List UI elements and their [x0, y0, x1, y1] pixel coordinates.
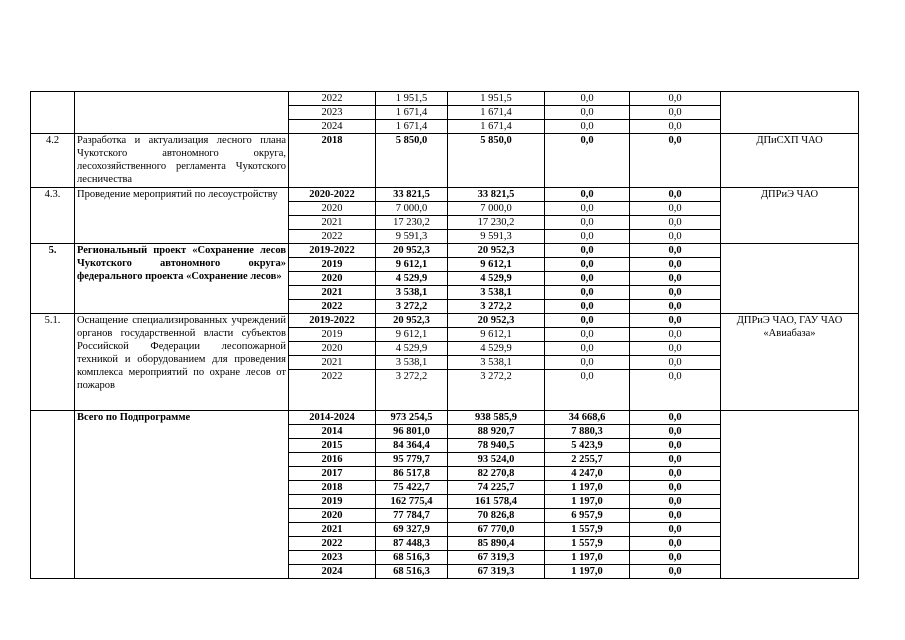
year-cell: 2019	[289, 328, 376, 342]
regional-cell: 74 225,7	[448, 481, 545, 495]
federal-cell: 0,0	[545, 342, 630, 356]
federal-cell: 0,0	[545, 92, 630, 106]
year-cell: 2014-2024	[289, 411, 376, 425]
other-cell: 0,0	[630, 356, 721, 370]
other-cell: 0,0	[630, 467, 721, 481]
other-cell: 0,0	[630, 342, 721, 356]
regional-cell: 67 319,3	[448, 551, 545, 565]
year-cell: 2021	[289, 216, 376, 230]
responsible-cell	[721, 244, 859, 314]
other-cell: 0,0	[630, 425, 721, 439]
other-cell: 0,0	[630, 509, 721, 523]
federal-cell: 0,0	[545, 202, 630, 216]
federal-cell: 0,0	[545, 216, 630, 230]
total-cell: 77 784,7	[376, 509, 448, 523]
regional-cell: 20 952,3	[448, 314, 545, 328]
federal-cell: 0,0	[545, 230, 630, 244]
total-cell: 1 671,4	[376, 106, 448, 120]
other-cell: 0,0	[630, 523, 721, 537]
federal-cell: 6 957,9	[545, 509, 630, 523]
regional-cell: 3 538,1	[448, 356, 545, 370]
federal-cell: 0,0	[545, 106, 630, 120]
total-cell: 75 422,7	[376, 481, 448, 495]
total-cell: 68 516,3	[376, 551, 448, 565]
description-cell: Проведение мероприятий по лесоустройству	[75, 188, 289, 244]
regional-cell: 3 538,1	[448, 286, 545, 300]
year-cell: 2019	[289, 258, 376, 272]
federal-cell: 1 557,9	[545, 537, 630, 551]
table-row	[31, 411, 859, 425]
total-cell: 162 775,4	[376, 495, 448, 509]
other-cell: 0,0	[630, 230, 721, 244]
federal-cell: 0,0	[545, 314, 630, 328]
total-cell: 33 821,5	[376, 188, 448, 202]
year-cell: 2018	[289, 481, 376, 495]
other-cell: 0,0	[630, 314, 721, 328]
table-row	[31, 134, 859, 188]
other-cell: 0,0	[630, 216, 721, 230]
other-cell: 0,0	[630, 202, 721, 216]
total-cell: 84 364,4	[376, 439, 448, 453]
responsible-line: ДПРиЭ ЧАО, ГАУ ЧАО	[736, 315, 843, 326]
federal-cell: 1 197,0	[545, 565, 630, 579]
regional-cell: 93 524,0	[448, 453, 545, 467]
federal-cell: 1 557,9	[545, 523, 630, 537]
year-cell: 2021	[289, 356, 376, 370]
federal-cell: 0,0	[545, 120, 630, 134]
regional-cell: 7 000,0	[448, 202, 545, 216]
budget-table	[30, 91, 859, 579]
total-cell: 20 952,3	[376, 244, 448, 258]
total-cell: 69 327,9	[376, 523, 448, 537]
regional-cell: 70 826,8	[448, 509, 545, 523]
year-cell: 2016	[289, 453, 376, 467]
regional-cell: 82 270,8	[448, 467, 545, 481]
federal-cell: 0,0	[545, 272, 630, 286]
year-cell: 2023	[289, 551, 376, 565]
year-cell: 2022	[289, 92, 376, 106]
total-cell: 3 272,2	[376, 370, 448, 411]
regional-cell: 33 821,5	[448, 188, 545, 202]
federal-cell: 0,0	[545, 286, 630, 300]
federal-cell: 0,0	[545, 134, 630, 188]
federal-cell: 0,0	[545, 328, 630, 342]
year-cell: 2020	[289, 202, 376, 216]
year-cell: 2017	[289, 467, 376, 481]
total-cell: 1 951,5	[376, 92, 448, 106]
number-cell: 4.2	[31, 134, 75, 188]
year-cell: 2020-2022	[289, 188, 376, 202]
total-label-cell: Всего по Подпрограмме	[75, 411, 289, 579]
regional-cell: 1 951,5	[448, 92, 545, 106]
description-cell: Разработка и актуализация лесного плана Чукотского автономного округа, лесохозяйственного регламента Чукотского лесничества	[75, 134, 289, 188]
other-cell: 0,0	[630, 565, 721, 579]
total-cell: 3 538,1	[376, 356, 448, 370]
other-cell: 0,0	[630, 120, 721, 134]
year-cell: 2019-2022	[289, 314, 376, 328]
regional-cell: 78 940,5	[448, 439, 545, 453]
year-cell: 2022	[289, 537, 376, 551]
other-cell: 0,0	[630, 286, 721, 300]
other-cell: 0,0	[630, 300, 721, 314]
total-cell: 973 254,5	[376, 411, 448, 425]
regional-cell: 20 952,3	[448, 244, 545, 258]
table-row	[31, 244, 859, 258]
total-cell: 9 612,1	[376, 258, 448, 272]
federal-cell: 1 197,0	[545, 481, 630, 495]
federal-cell: 0,0	[545, 370, 630, 411]
federal-cell: 1 197,0	[545, 495, 630, 509]
regional-cell: 9 591,3	[448, 230, 545, 244]
total-cell: 87 448,3	[376, 537, 448, 551]
table-row	[31, 188, 859, 202]
other-cell: 0,0	[630, 134, 721, 188]
number-cell	[31, 92, 75, 134]
number-cell: 4.3.	[31, 188, 75, 244]
other-cell: 0,0	[630, 453, 721, 467]
federal-cell: 0,0	[545, 258, 630, 272]
total-cell: 96 801,0	[376, 425, 448, 439]
regional-cell: 1 671,4	[448, 106, 545, 120]
regional-cell: 3 272,2	[448, 300, 545, 314]
total-cell: 68 516,3	[376, 565, 448, 579]
regional-cell: 4 529,9	[448, 342, 545, 356]
federal-cell: 4 247,0	[545, 467, 630, 481]
other-cell: 0,0	[630, 411, 721, 425]
year-cell: 2020	[289, 272, 376, 286]
regional-cell: 4 529,9	[448, 272, 545, 286]
other-cell: 0,0	[630, 244, 721, 258]
year-cell: 2014	[289, 425, 376, 439]
regional-cell: 161 578,4	[448, 495, 545, 509]
other-cell: 0,0	[630, 92, 721, 106]
table-row	[31, 92, 859, 106]
other-cell: 0,0	[630, 481, 721, 495]
number-cell: 5.1.	[31, 314, 75, 411]
other-cell: 0,0	[630, 106, 721, 120]
total-cell: 17 230,2	[376, 216, 448, 230]
total-cell: 5 850,0	[376, 134, 448, 188]
total-cell: 86 517,8	[376, 467, 448, 481]
regional-cell: 938 585,9	[448, 411, 545, 425]
total-cell: 20 952,3	[376, 314, 448, 328]
total-cell: 1 671,4	[376, 120, 448, 134]
year-cell: 2020	[289, 509, 376, 523]
total-cell: 4 529,9	[376, 342, 448, 356]
federal-cell: 7 880,3	[545, 425, 630, 439]
other-cell: 0,0	[630, 495, 721, 509]
federal-cell: 5 423,9	[545, 439, 630, 453]
regional-cell: 1 671,4	[448, 120, 545, 134]
other-cell: 0,0	[630, 328, 721, 342]
year-cell: 2023	[289, 106, 376, 120]
year-cell: 2018	[289, 134, 376, 188]
description-cell: Региональный проект «Сохранение лесов Чукотского автономного округа» федерального проекта «Сохранение лесов»	[75, 244, 289, 314]
year-cell: 2022	[289, 230, 376, 244]
responsible-cell	[721, 92, 859, 134]
total-cell: 3 272,2	[376, 300, 448, 314]
regional-cell: 3 272,2	[448, 370, 545, 411]
other-cell: 0,0	[630, 551, 721, 565]
regional-cell: 67 319,3	[448, 565, 545, 579]
year-cell: 2020	[289, 342, 376, 356]
description-cell	[75, 92, 289, 134]
federal-cell: 0,0	[545, 356, 630, 370]
regional-cell: 17 230,2	[448, 216, 545, 230]
description-cell: Оснащение специализированных учреждений органов государственной власти субъектов Российской Федерации лесопожарной техникой и оборудованием для проведения комплекса мероприятий по охране лесов от пожаров	[75, 314, 289, 411]
federal-cell: 0,0	[545, 188, 630, 202]
responsible-cell: ДПРиЭ ЧАО	[721, 188, 859, 244]
total-cell: 9 612,1	[376, 328, 448, 342]
year-cell: 2024	[289, 565, 376, 579]
other-cell: 0,0	[630, 188, 721, 202]
federal-cell: 0,0	[545, 244, 630, 258]
regional-cell: 9 612,1	[448, 258, 545, 272]
year-cell: 2024	[289, 120, 376, 134]
responsible-cell	[721, 411, 859, 579]
other-cell: 0,0	[630, 537, 721, 551]
responsible-line: «Авиабаза»	[763, 328, 816, 339]
regional-cell: 9 612,1	[448, 328, 545, 342]
federal-cell: 0,0	[545, 300, 630, 314]
other-cell: 0,0	[630, 258, 721, 272]
regional-cell: 85 890,4	[448, 537, 545, 551]
regional-cell: 67 770,0	[448, 523, 545, 537]
year-cell: 2022	[289, 300, 376, 314]
federal-cell: 34 668,6	[545, 411, 630, 425]
other-cell: 0,0	[630, 370, 721, 411]
year-cell: 2022	[289, 370, 376, 411]
federal-cell: 2 255,7	[545, 453, 630, 467]
year-cell: 2015	[289, 439, 376, 453]
total-cell: 3 538,1	[376, 286, 448, 300]
other-cell: 0,0	[630, 272, 721, 286]
total-cell: 9 591,3	[376, 230, 448, 244]
year-cell: 2021	[289, 523, 376, 537]
year-cell: 2019	[289, 495, 376, 509]
total-cell: 95 779,7	[376, 453, 448, 467]
responsible-cell	[721, 314, 859, 411]
year-cell: 2021	[289, 286, 376, 300]
table-row	[31, 314, 859, 328]
year-cell: 2019-2022	[289, 244, 376, 258]
federal-cell: 1 197,0	[545, 551, 630, 565]
total-cell: 4 529,9	[376, 272, 448, 286]
other-cell: 0,0	[630, 439, 721, 453]
total-cell: 7 000,0	[376, 202, 448, 216]
regional-cell: 5 850,0	[448, 134, 545, 188]
number-cell	[31, 411, 75, 579]
responsible-cell: ДПиСХП ЧАО	[721, 134, 859, 188]
regional-cell: 88 920,7	[448, 425, 545, 439]
number-cell: 5.	[31, 244, 75, 314]
